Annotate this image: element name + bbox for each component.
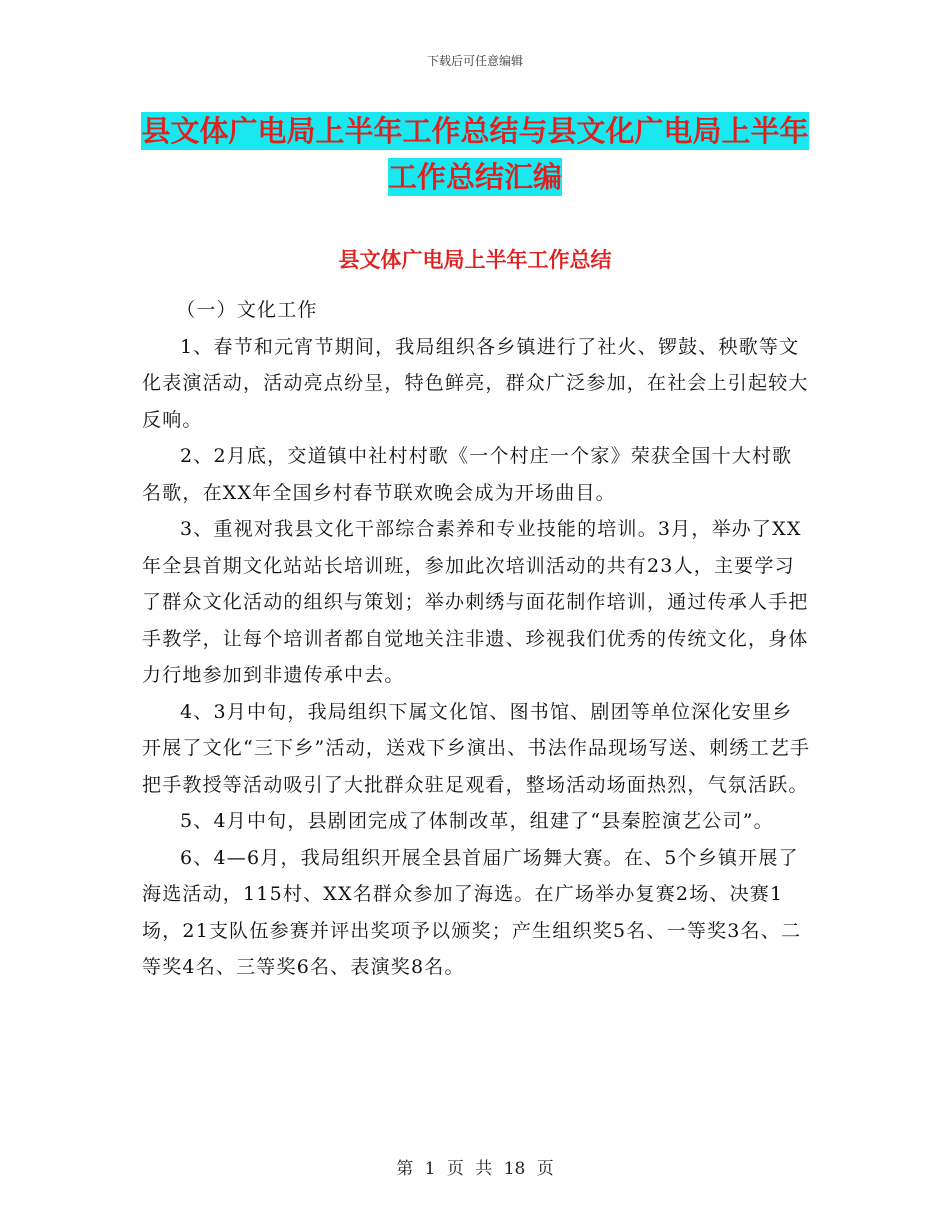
section-heading: （一）文化工作 [176, 299, 318, 321]
paragraph: 6、4—6月，我局组织开展全县首届广场舞大赛。在、5个乡镇开展了海选活动，115村、XX名群众参加了海选。在广场举办复赛2场、决赛1场，21支队伍参赛并评出奖项予以颁奖；产生组织奖5名、一等奖3名、二等奖4名、三等奖6名、表演奖8名。 [142, 846, 802, 978]
paragraph: 4、3月中旬，我局组织下属文化馆、图书馆、剧团等单位深化安里乡开展了文化“三下乡”活动，送戏下乡演出、书法作品现场写送、刺绣工艺手把手教授等活动吸引了大批群众驻足观看，整场活动场面热烈，气氛活跃。 [142, 700, 811, 796]
section-title: 县文体广电局上半年工作总结 [338, 247, 612, 272]
document-title [140, 108, 810, 200]
header-note: 下载后可任意编辑 [426, 54, 523, 68]
paragraph: 3、重视对我县文化干部综合素养和专业技能的培训。3月，举办了XX年全县首期文化站站长培训班，参加此次培训活动的共有23人，主要学习了群众文化活动的组织与策划；举办刺绣与面花制作培训，通过传承人手把手教学，让每个培训者都自觉地关注非遗、珍视我们优秀的传统文化，身体力行地参加到非遗传承中去。 [142, 518, 809, 686]
paragraph: 5、4月中旬，县剧团完成了体制改革，组建了“县秦腔演艺公司”。 [180, 810, 774, 832]
document-body [142, 292, 812, 986]
paragraph: 2、2月底，交道镇中社村村歌《一个村庄一个家》荣获全国十大村歌名歌，在XX年全国乡村春节联欢晚会成为开场曲目。 [142, 445, 793, 504]
paragraph: 1、春节和元宵节期间，我局组织各乡镇进行了社火、锣鼓、秧歌等文化表演活动，活动亮点纷呈，特色鲜亮，群众广泛参加，在社会上引起较大反响。 [142, 335, 809, 431]
page-footer: 第 1 页 共 18 页 [396, 1159, 554, 1179]
document-title-text: 县文体广电局上半年工作总结与县文化广电局上半年工作总结汇编 [141, 114, 809, 194]
